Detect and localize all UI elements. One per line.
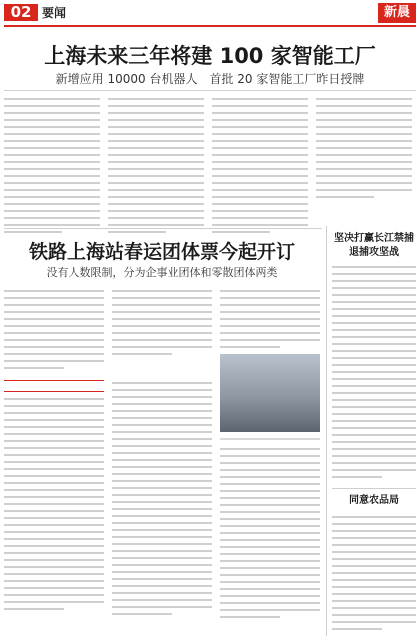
lead-subhead: 新增应用 10000 台机器人 首批 20 家智能工厂昨日授牌 [55,72,365,86]
lead-divider [4,90,416,91]
second-column-3-lower [220,448,320,618]
second-subhead: 没有人数限制，分为企事业团体和零散团体两类 [46,266,278,279]
masthead-rule [4,25,416,27]
second-headline: 铁路上海站春运团体票今起开订 [28,241,295,263]
right-column-divider-2 [332,488,416,489]
photo-caption [220,438,320,440]
section-name: 要闻 [42,6,67,20]
right-column-text-2 [332,516,416,630]
lead-column-1 [4,98,100,233]
lead-column-2 [108,98,204,233]
lead-column-4 [316,98,412,198]
second-column-2 [112,290,212,355]
right-column-divider [326,226,327,636]
section-tag-1 [4,380,104,392]
right-column-title-2: 同意农品局 [349,495,399,506]
second-column-2-lower [112,382,212,615]
lead-column-3 [212,98,308,233]
second-column-1-lower [4,398,104,610]
second-story-divider [4,228,322,229]
lead-headline: 上海未来三年将建 100 家智能工厂 [44,44,376,68]
page-number-badge: 02 [4,4,38,21]
news-photo [220,354,320,432]
right-column-title-1: 坚决打赢长江禁捕退捕攻坚战 [334,233,414,258]
second-column-1 [4,290,104,369]
second-column-3 [220,290,320,348]
newspaper-logo: 新晨 [378,3,416,23]
right-column-text-1 [332,266,416,478]
